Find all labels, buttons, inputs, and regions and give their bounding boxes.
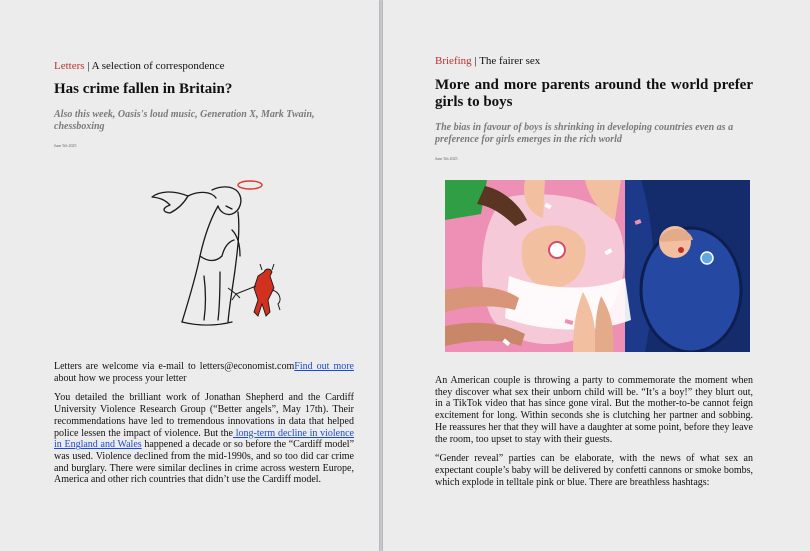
left-kicker xyxy=(54,60,225,73)
babies-illustration xyxy=(445,180,750,352)
find-out-more-link[interactable]: Find out more xyxy=(294,361,354,372)
right-article-title: More and more parents around the world prefer girls to boys xyxy=(435,77,753,110)
left-article-title: Has crime fallen in Britain? xyxy=(54,81,233,97)
letter-p1-after: happened a decade or so before the “Cardiff model” was used. Violence declined from the mid-1990s, and so too did car crime and burglary. There were similar declines in crime across western Europe, America and other rich countries that didn’t use the Cardiff model. xyxy=(54,439,355,486)
angel-devil-illustration xyxy=(128,176,288,328)
letters-intro xyxy=(54,361,354,384)
left-rubric: A selection of correspondence xyxy=(91,60,225,72)
briefing-paragraph-1: An American couple is throwing a party to commemorate the moment when they discover what sex their unborn child will be. “It’s a boy!” they blurt out, in a TikTok video that has since gone viral. But the mother-to-be cannot feign excitement for long. Within seconds she is clutching her partner and sobbing. He reassures her that they will have a daughter at some point, before they leave the room, too upset to stay with their guests. xyxy=(435,375,753,445)
left-kicker-separator: | xyxy=(87,60,90,72)
right-article-subtitle: The bias in favour of boys is shrinking in developing countries even as a preference for girls emerges in the rich world xyxy=(435,122,734,145)
right-kicker xyxy=(435,55,540,68)
letters-intro-text: Letters are welcome via e-mail to letters@economist.com xyxy=(54,361,295,372)
angel-figure xyxy=(152,181,262,325)
right-article-page xyxy=(383,0,810,551)
letters-intro-after: about how we process your letter xyxy=(54,372,187,384)
left-article-page xyxy=(0,0,379,551)
right-section-label[interactable]: Briefing xyxy=(435,55,472,67)
left-article-subtitle: Also this week, Oasis's loud music, Generation X, Mark Twain, chessboxing xyxy=(54,109,315,132)
halo-icon xyxy=(238,181,262,189)
left-article-date: June 5th 2025 xyxy=(54,143,77,148)
letter-paragraph-1 xyxy=(54,392,354,486)
letter-p1-text: You detailed the brilliant work of Jonathan Shepherd and the Cardiff University Violence Research Group (“Better angels”, May 17th). Their recommendations have led to tremendous innovations in data that helped police lessen the impact of violence. But the xyxy=(54,392,354,439)
right-article-date: June 5th 2025 xyxy=(435,156,458,161)
right-kicker-separator: | xyxy=(474,55,477,67)
long-term-decline-link[interactable]: long-term decline in violence in England and Wales xyxy=(54,427,354,451)
left-article-body xyxy=(54,361,354,494)
pacifier-icon xyxy=(549,242,565,258)
left-section-label[interactable]: Letters xyxy=(54,60,85,72)
briefing-paragraph-2: “Gender reveal” parties can be elaborate, with the news of what sex an expectant couple’s baby will be delivered by confetti cannons or smoke bombs, which explode in telltale pink or blue. There are breathless hashtags: xyxy=(435,453,753,488)
right-article-body xyxy=(435,375,753,496)
right-rubric: The fairer sex xyxy=(479,55,541,67)
devil-figure xyxy=(228,264,280,316)
